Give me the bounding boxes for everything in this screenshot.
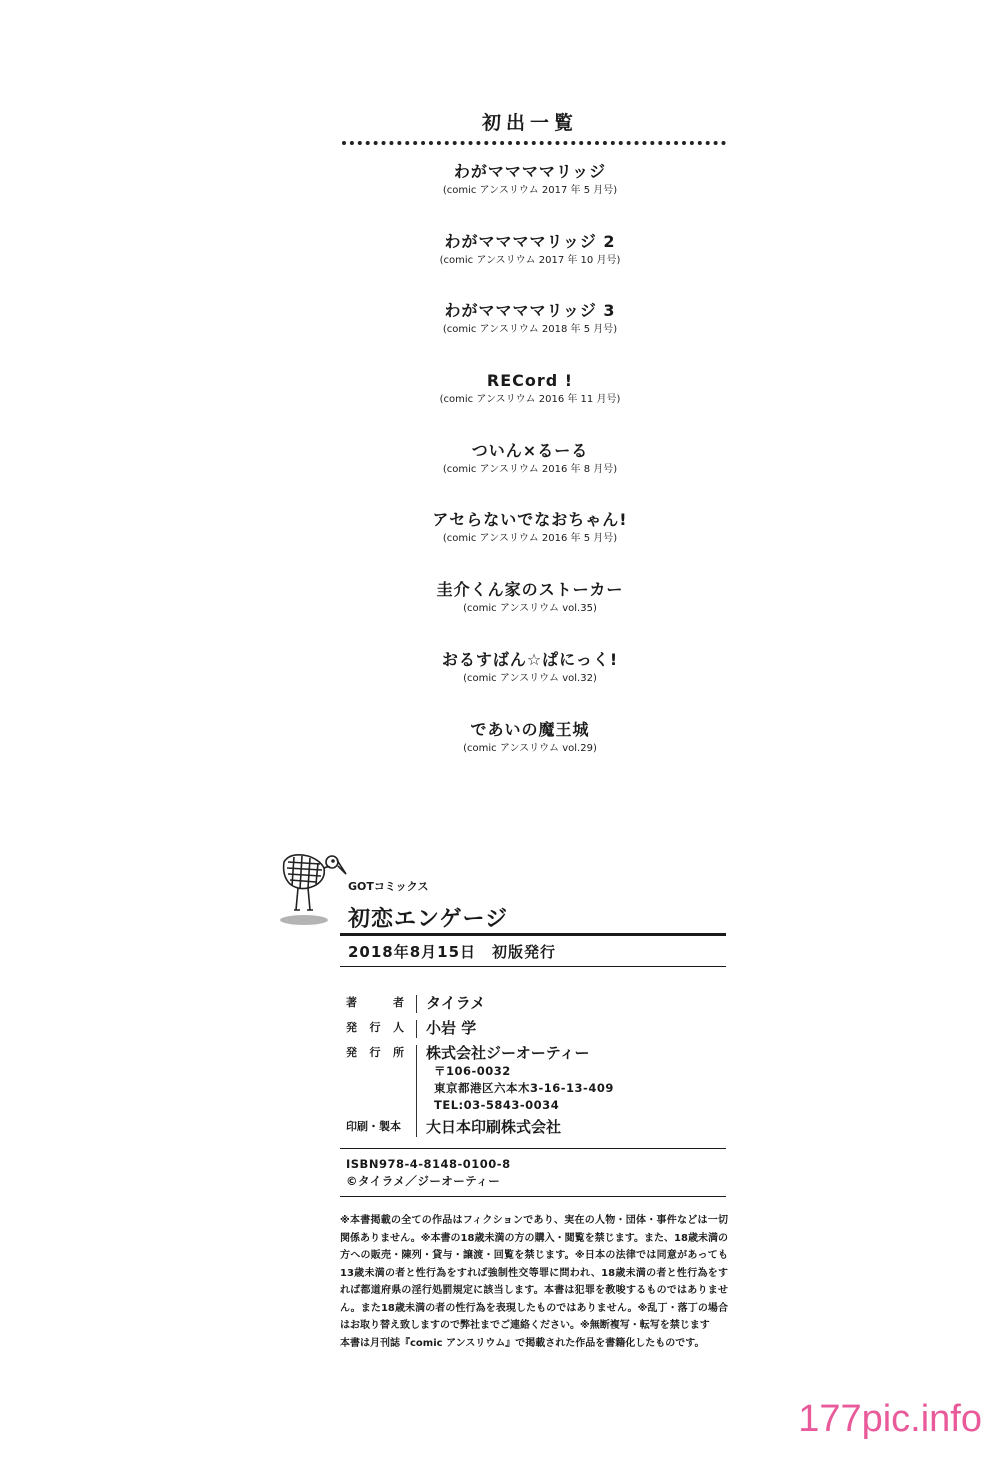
divider	[340, 1148, 726, 1149]
separator	[416, 1020, 417, 1038]
publisher-person-name: 小岩 学	[426, 1019, 477, 1037]
divider	[340, 966, 726, 967]
entry-source: (comic アンスリウム 2017 年 10 月号)	[439, 254, 621, 266]
entry-title: であいの魔王城	[470, 719, 590, 739]
list-item	[330, 510, 730, 580]
legal-notice	[340, 1212, 728, 1352]
credits	[346, 993, 706, 1068]
publication-date: 2018年8月15日 初版発行	[348, 943, 557, 961]
publisher-name: 株式会社ジーオーティー	[426, 1044, 590, 1062]
notice-text: ※本書掲載の全ての作品はフィクションであり、実在の人物・団体・事件などは一切関係ありません。※本書の18歳未満の方の購入・閲覧を禁じます。また、18歳未満の方への販売・陳列・貸与・譲渡・回覧を禁じます。※日本の法律では同意があっても13歳未満の者と性行為をすれば強制性交等罪に問われ、18歳未満の者と性行為をすれば都道府県の淫行処罰規定に該当します。本書は犯罪を教唆するものではありません。また18歳未満の者の性行為を表現したものではありません。※乱丁・落丁の場合はお取り替え致しますので弊社までご連絡ください。※無断複写・転写を禁じます	[340, 1215, 728, 1331]
book-title: 初恋エンゲージ	[348, 907, 509, 932]
entry-source: (comic アンスリウム 2016 年 11 月号)	[439, 394, 621, 406]
entry-title: おるすばん☆ぱにっく!	[441, 649, 619, 669]
entry-source: (comic アンスリウム vol.29)	[463, 742, 597, 754]
list-item	[330, 301, 730, 371]
series-label: GOTコミックス	[348, 880, 429, 893]
separator	[416, 1119, 417, 1137]
entry-title: アセらないでなおちゃん!	[432, 510, 628, 530]
entry-title: わがママママリッジ 2	[444, 231, 616, 251]
credit-printer	[346, 1117, 706, 1142]
author-name: タイラメ	[426, 994, 486, 1012]
street-address: 東京都港区六本木3-16-13-409	[434, 1081, 614, 1095]
entry-title: 圭介くん家のストーカー	[436, 580, 624, 600]
dotted-divider	[342, 141, 726, 145]
watermark: 177pic.info	[798, 1398, 982, 1440]
list-item	[330, 162, 730, 232]
isbn: ISBN978-4-8148-0100-8	[346, 1157, 511, 1171]
entry-source: (comic アンスリウム vol.35)	[463, 603, 597, 615]
copyright: ©タイラメ／ジーオーティー	[346, 1174, 501, 1188]
first-appearances-heading: 初出一覧	[481, 112, 578, 134]
credit-author	[346, 993, 706, 1018]
list-item	[330, 580, 730, 650]
list-item	[330, 720, 730, 790]
entry-title: わがママママリッジ	[453, 162, 607, 181]
list-item	[330, 232, 730, 302]
credit-label: 発行所	[346, 1046, 404, 1059]
notice-last: 本書は月刊誌『comic アンスリウム』で掲載された作品を書籍化したものです。	[340, 1337, 705, 1349]
entry-source: (comic アンスリウム 2018 年 5 月号)	[442, 324, 618, 336]
entry-title: わがママママリッジ 3	[444, 301, 616, 321]
separator	[416, 995, 417, 1013]
isbn-block	[346, 1156, 511, 1190]
divider	[340, 933, 726, 936]
credit-label: 印刷・製本	[346, 1120, 401, 1133]
credit-label: 発行人	[346, 1021, 404, 1034]
entry-title: ついん×るーる	[471, 440, 589, 460]
printer-name: 大日本印刷株式会社	[426, 1118, 562, 1136]
entry-source: (comic アンスリウム vol.32)	[463, 672, 597, 684]
postal-code: 〒106-0032	[434, 1064, 511, 1078]
publisher-address	[434, 1063, 614, 1114]
entry-source: (comic アンスリウム 2016 年 5 月号)	[442, 533, 618, 545]
credit-publisher-person	[346, 1018, 706, 1043]
divider	[340, 1196, 726, 1197]
bird-logo-icon	[278, 848, 348, 930]
list-item	[330, 441, 730, 511]
first-appearances-list	[330, 162, 730, 789]
entry-source: (comic アンスリウム 2016 年 8 月号)	[442, 463, 618, 475]
entry-source: (comic アンスリウム 2017 年 5 月号)	[442, 185, 618, 196]
list-item	[330, 650, 730, 720]
credit-label: 著 者	[346, 996, 404, 1009]
entry-title: RECord !	[486, 371, 574, 391]
telephone: TEL:03-5843-0034	[434, 1098, 560, 1112]
list-item	[330, 371, 730, 441]
